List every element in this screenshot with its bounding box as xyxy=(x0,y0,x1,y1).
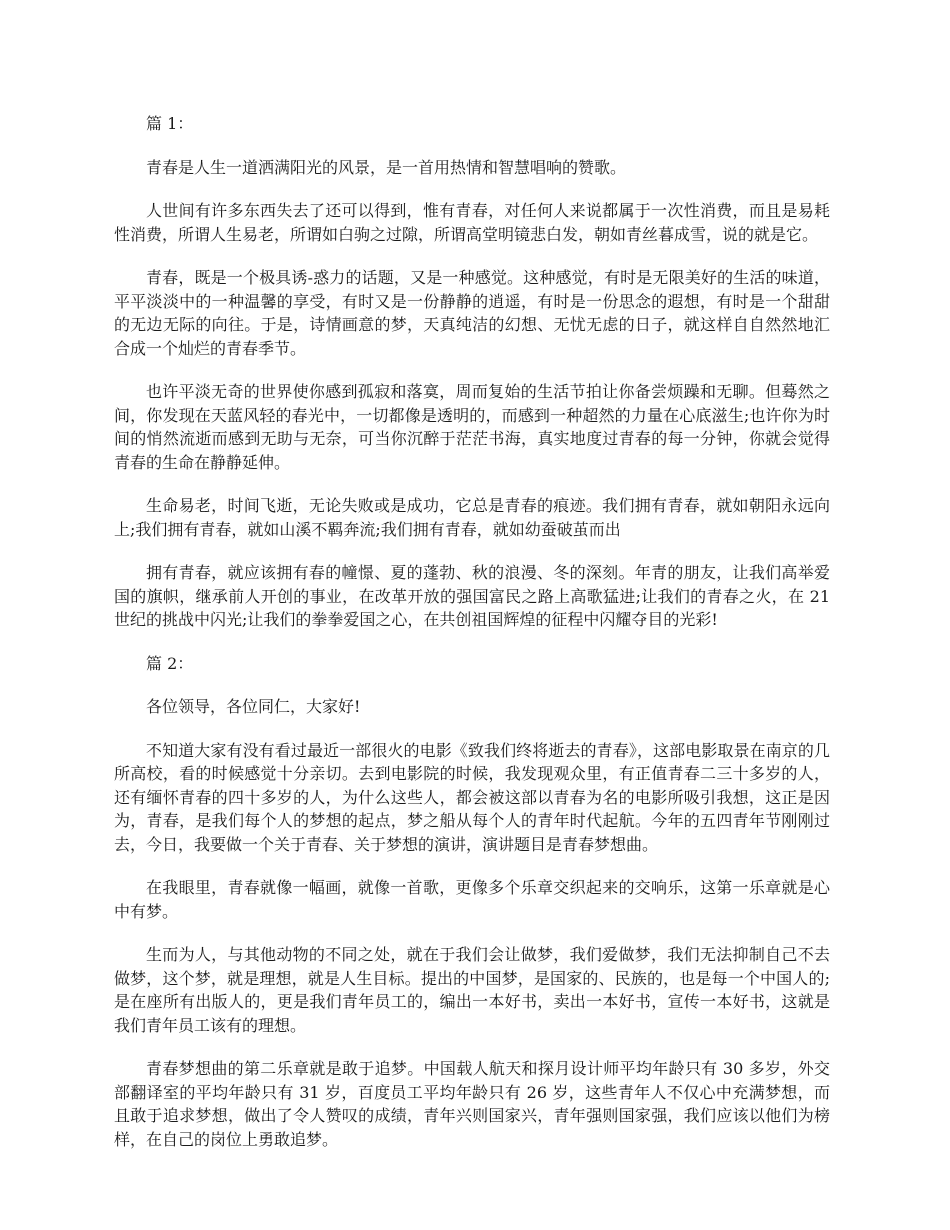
section-2-heading: 篇 2： xyxy=(146,653,194,673)
section-1-paragraph-1: 青春是人生一道洒满阳光的风景，是一首用热情和智慧唱响的赞歌。 xyxy=(146,157,627,177)
document-page xyxy=(114,112,830,1171)
section-1-heading: 篇 1： xyxy=(146,114,194,133)
section-1-paragraph-6: 拥有青春，就应该拥有春的幢憬、夏的蓬勃、秋的浪漫、冬的深刻。年青的朋友，让我们高举爱国的旗帜，继承前人开创的事业，在改革开放的强国富民之路上高歌猛进;让我们的青春之火，在 21 世纪的挑战中闪光;让我们的拳拳爱国之心，在共创祖国辉煌的征程中闪耀夺目的光彩! xyxy=(114,563,830,629)
section-1-paragraph-2: 人世间有许多东西失去了还可以得到，惟有青春，对任何人来说都属于一次性消费，而且是易耗性消费，所谓人生易老，所谓如白驹之过隙，所谓高堂明镜悲白发，朝如青丝暮成雪，说的就是它。 xyxy=(114,201,830,244)
section-1-paragraph-4: 也许平淡无奇的世界使你感到孤寂和落寞，周而复始的生活节拍让你备尝烦躁和无聊。但蓦然之间，你发现在天蓝风轻的春光中，一切都像是透明的，而感到一种超然的力量在心底滋生;也许你为时间的悄然流逝而感到无助与无奈，可当你沉醉于茫茫书海，真实地度过青春的每一分钟，你就会觉得青春的生命在静静延伸。 xyxy=(114,382,830,472)
section-2-paragraph-2: 不知道大家有没有看过最近一部很火的电影《致我们终将逝去的青春》，这部电影取景在南京的几所高校，看的时候感觉十分亲切。去到电影院的时候，我发现观众里，有正值青春二三十多岁的人，还有缅怀青春的四十多岁的人，为什么这些人，都会被这部以青春为名的电影所吸引我想，这正是因为，青春，是我们每个人的梦想的起点，梦之船从每个人的青年时代起航。今年的五四青年节刚刚过去，今日，我要做一个关于青春、关于梦想的演讲，演讲题目是青春梦想曲。 xyxy=(114,740,830,854)
section-1-paragraph-5: 生命易老，时间飞逝，无论失败或是成功，它总是青春的痕迹。我们拥有青春，就如朝阳永远向上;我们拥有青春，就如山溪不羁奔流;我们拥有青春，就如幼蚕破茧而出 xyxy=(114,496,830,539)
section-2-paragraph-3: 在我眼里，青春就像一幅画，就像一首歌，更像多个乐章交织起来的交响乐，这第一乐章就是心中有梦。 xyxy=(114,878,830,921)
section-2-paragraph-4: 生而为人，与其他动物的不同之处，就在于我们会让做梦，我们爱做梦，我们无法抑制自己不去做梦，这个梦，就是理想，就是人生目标。提出的中国梦，是国家的、民族的，也是每一个中国人的;是在座所有出版人的，更是我们青年员工的，编出一本好书，卖出一本好书，宣传一本好书，这就是我们青年员工该有的理想。 xyxy=(114,945,830,1035)
section-2-paragraph-5: 青春梦想曲的第二乐章就是敢于追梦。中国载人航天和探月设计师平均年龄只有 30 多岁，外交部翻译室的平均年龄只有 31 岁，百度员工平均年龄只有 26 岁，这些青年人不仅心中充满梦想，而且敢于追求梦想，做出了令人赞叹的成绩，青年兴则国家兴，青年强则国家强，我们应该以他们为榜样，在自己的岗位上勇敢追梦。 xyxy=(114,1059,830,1149)
section-1-paragraph-3: 青春，既是一个极具诱-惑力的话题，又是一种感觉。这种感觉，有时是无限美好的生活的味道，平平淡淡中的一种温馨的享受，有时又是一份静静的逍遥，有时是一份思念的遐想，有时是一个甜甜的无边无际的向往。于是，诗情画意的梦，天真纯洁的幻想、无忧无虑的日子，就这样自自然然地汇合成一个灿烂的青春季节。 xyxy=(114,268,830,358)
section-2-paragraph-1: 各位领导，各位同仁，大家好! xyxy=(146,697,361,716)
